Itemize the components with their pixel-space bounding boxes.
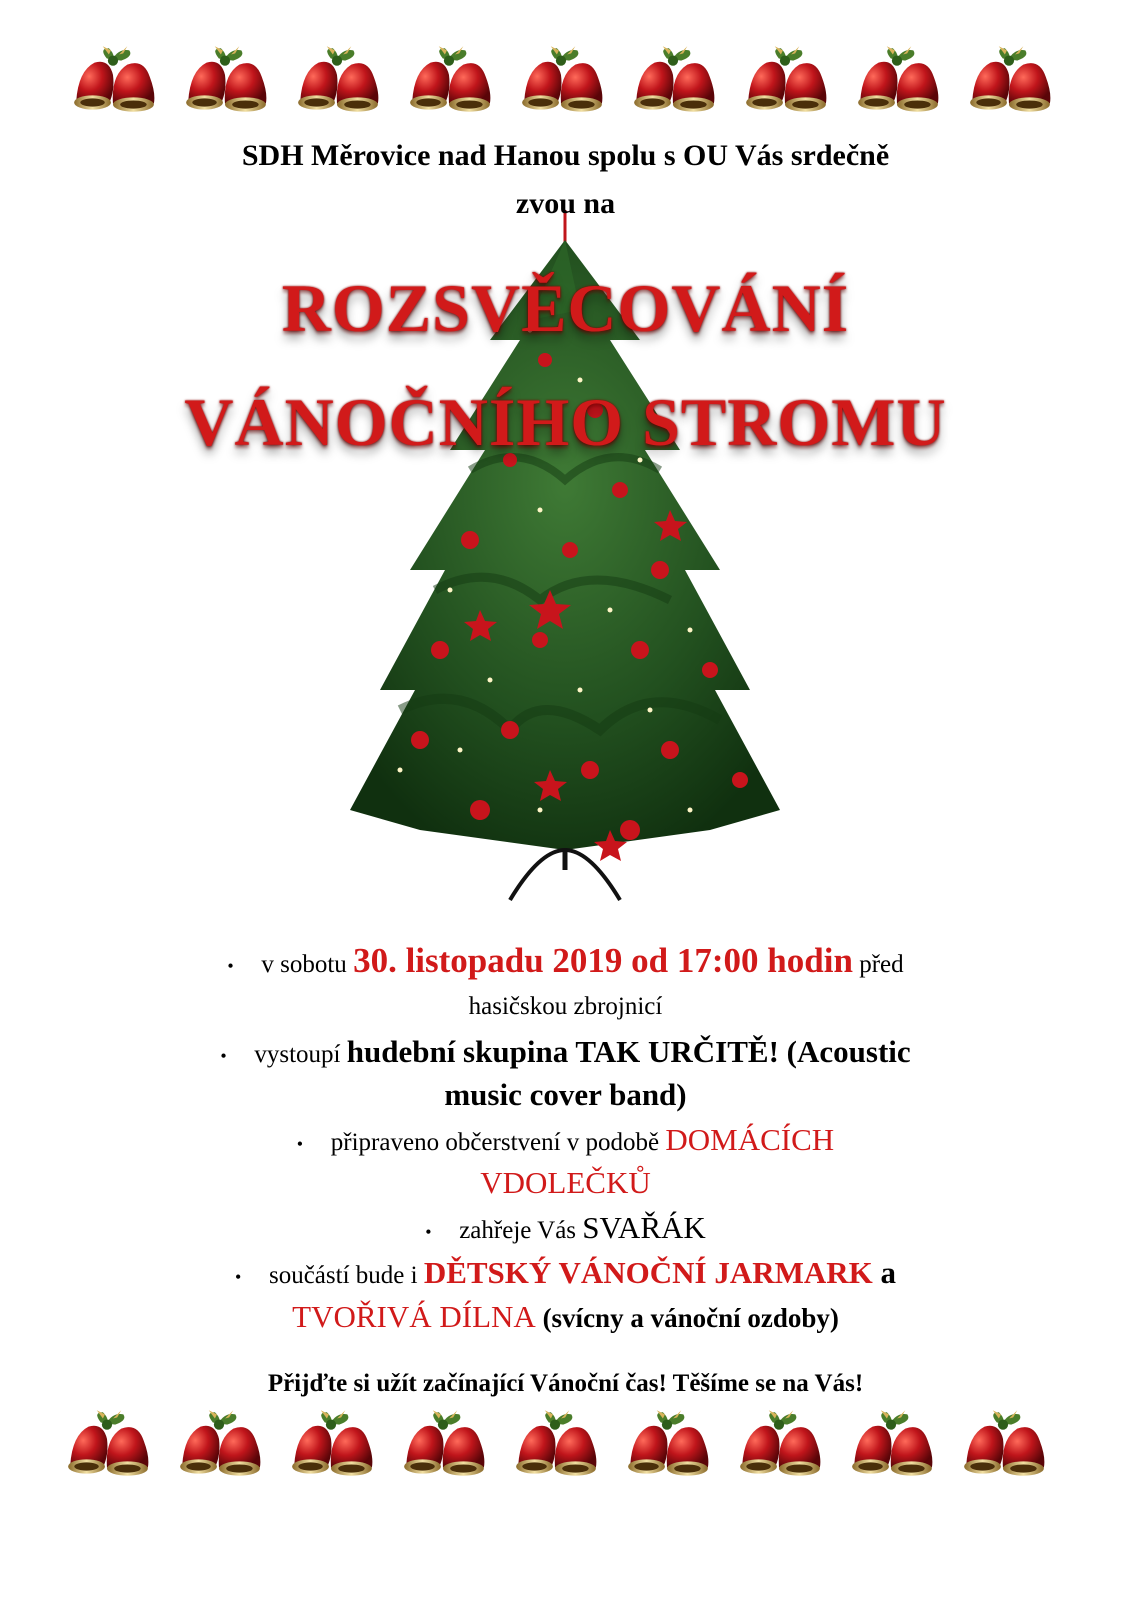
- detail-item-1-continuation: hasičskou zbrojnicí: [468, 993, 663, 1020]
- christmas-bells-icon: [286, 1408, 378, 1480]
- detail-item-1-prefix: v sobotu: [261, 951, 354, 978]
- christmas-bells-icon: [846, 1408, 938, 1480]
- christmas-bells-icon: [852, 44, 944, 116]
- header-line-1: SDH Měrovice nad Hanou spolu s OU Vás srdečně: [241, 139, 890, 172]
- christmas-bells-icon: [174, 1408, 266, 1480]
- header-line-2: zvou na: [515, 187, 616, 220]
- christmas-bells-icon: [964, 44, 1056, 116]
- bullet-icon: •: [425, 1222, 432, 1242]
- detail-item-5: [0, 1254, 1131, 1296]
- christmas-bells-icon: [516, 44, 608, 116]
- drink-highlight: SVAŘÁK: [582, 1210, 706, 1245]
- christmas-bells-icon: [404, 44, 496, 116]
- bullet-icon: •: [220, 1046, 227, 1066]
- bullet-icon: •: [296, 1134, 304, 1154]
- workshop-highlight: TVOŘIVÁ DÍLNA: [292, 1299, 536, 1334]
- detail-item-2: [0, 1033, 1131, 1075]
- bottom-bells-border: [0, 1408, 1131, 1498]
- detail-item-5-continuation: [0, 1298, 1131, 1339]
- detail-item-2-prefix: vystoupí: [254, 1041, 347, 1068]
- christmas-bells-icon: [958, 1408, 1050, 1480]
- detail-item-1-suffix: před: [852, 951, 904, 978]
- band-name: hudební skupina TAK URČITĚ! (Acoustic: [346, 1034, 911, 1069]
- event-date-time: 30. listopadu 2019 od 17:00 hodin: [353, 941, 853, 980]
- christmas-bells-icon: [62, 1408, 154, 1480]
- christmas-bells-icon: [622, 1408, 714, 1480]
- christmas-bells-icon: [68, 44, 160, 116]
- bullet-icon: •: [227, 956, 234, 976]
- detail-item-3: [0, 1121, 1131, 1163]
- footer-invitation: Přijďte si užít začínající Vánoční čas! Těšíme se na Vás!: [267, 1370, 864, 1397]
- detail-item-4: [0, 1209, 1131, 1251]
- detail-item-3-continuation: VDOLEČKŮ: [480, 1165, 651, 1200]
- detail-item-4-prefix: zahřeje Vás: [459, 1217, 583, 1244]
- detail-item-5-suffix: a: [872, 1255, 897, 1290]
- detail-item-5-prefix: součástí bude i: [268, 1262, 424, 1289]
- bullet-icon: •: [234, 1267, 242, 1287]
- refreshment-highlight: DOMÁCÍCH: [665, 1122, 835, 1157]
- christmas-bells-icon: [180, 44, 272, 116]
- title-line-2: VÁNOČNÍHO STROMU: [184, 384, 947, 460]
- christmas-bells-icon: [628, 44, 720, 116]
- workshop-description: (svícny a vánoční ozdoby): [535, 1303, 839, 1333]
- christmas-bells-icon: [734, 1408, 826, 1480]
- christmas-bells-icon: [398, 1408, 490, 1480]
- detail-item-1: [0, 942, 1131, 985]
- market-highlight: DĚTSKÝ VÁNOČNÍ JARMARK: [423, 1255, 873, 1290]
- title-line-1: ROZSVĚCOVÁNÍ: [281, 270, 850, 346]
- top-bells-border: [0, 44, 1131, 134]
- detail-item-3-prefix: připraveno občerstvení v podobě: [330, 1129, 666, 1156]
- christmas-bells-icon: [292, 44, 384, 116]
- christmas-bells-icon: [740, 44, 832, 116]
- christmas-bells-icon: [510, 1408, 602, 1480]
- detail-item-2-continuation: music cover band): [444, 1077, 687, 1112]
